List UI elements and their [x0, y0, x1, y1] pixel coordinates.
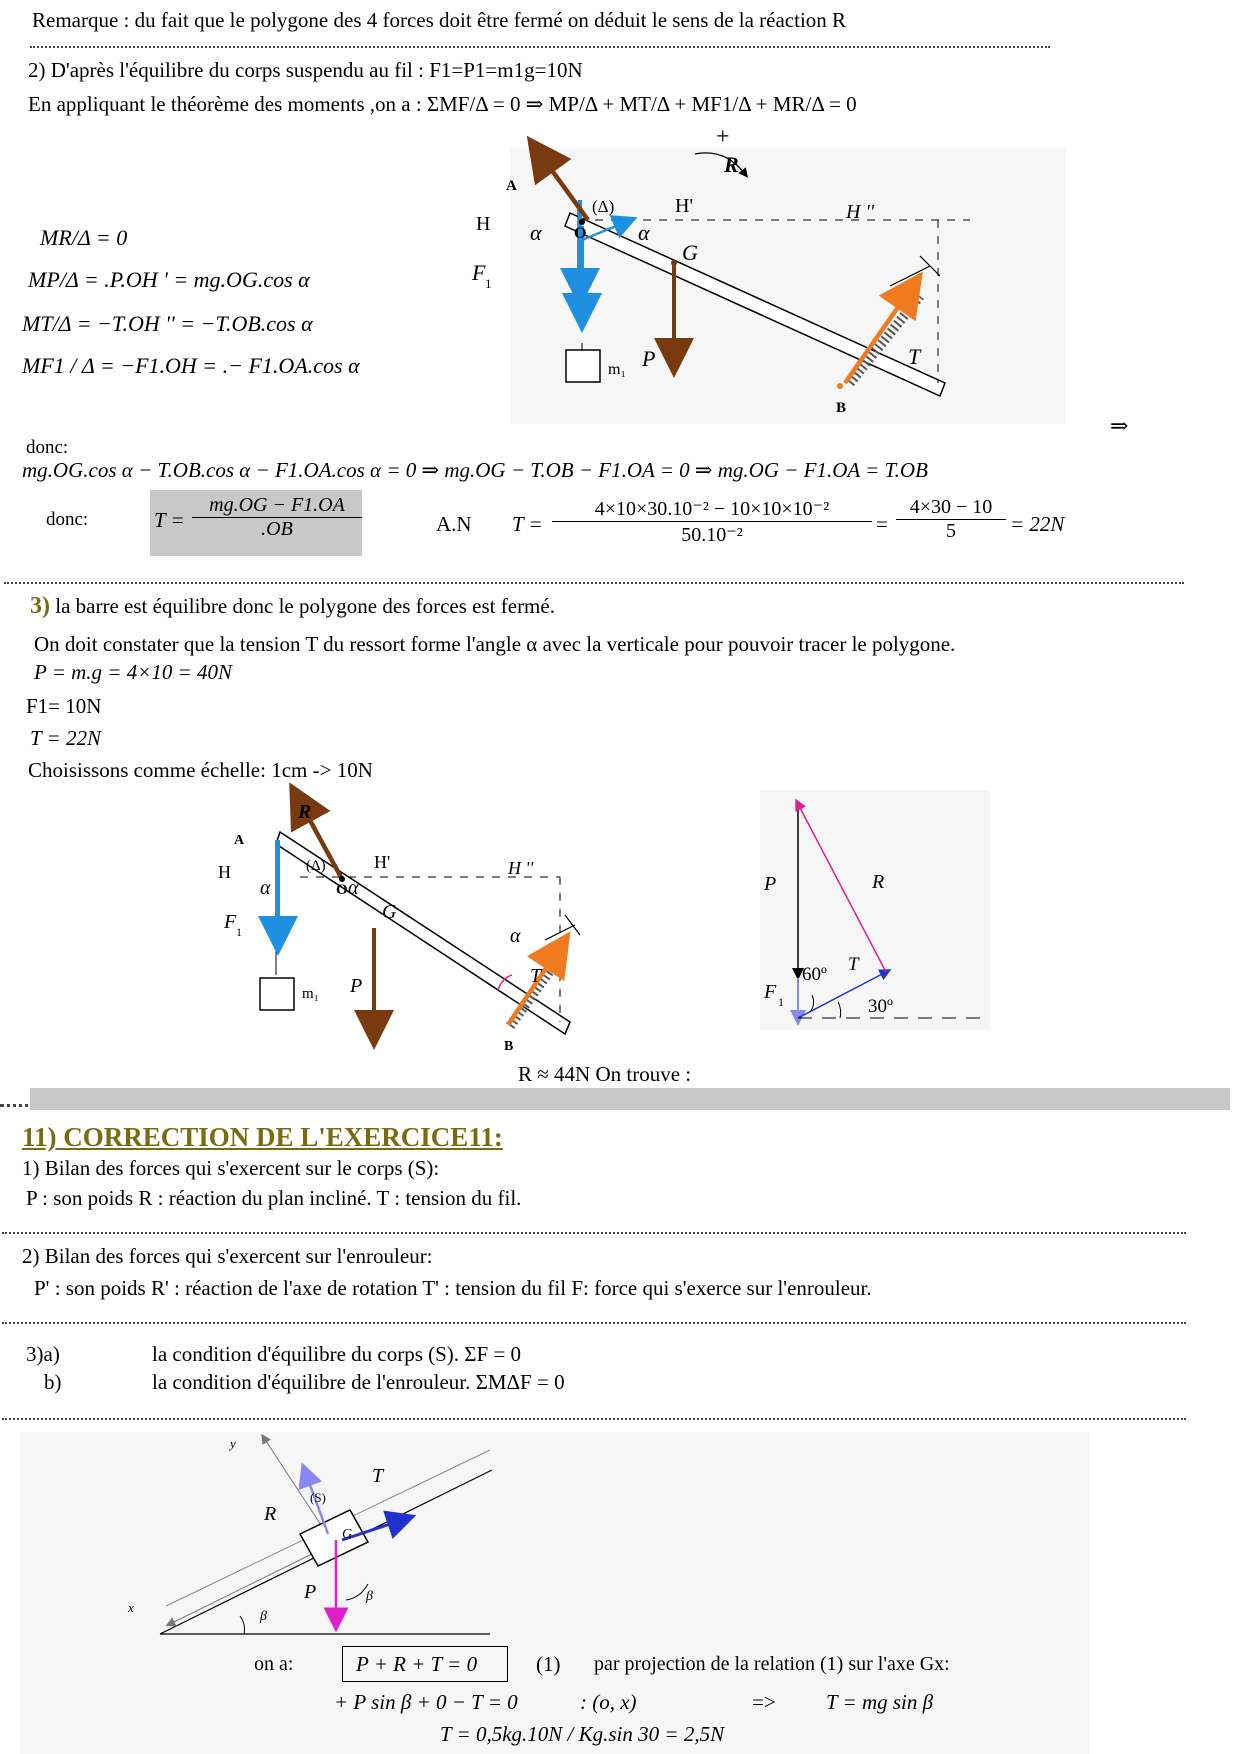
vector-sum-eq: P + R + T = 0 — [356, 1652, 478, 1676]
remark-text: Remarque : du fait que le polygone des 4 forces doit être fermé on déduit le sens de la réaction R — [32, 8, 847, 32]
label-y: y — [230, 1436, 236, 1451]
poly-label-t: T — [848, 954, 859, 975]
poly-label-60: 60º — [802, 964, 827, 985]
poly-label-r: R — [872, 871, 885, 893]
t-formula: T = mg sin β — [826, 1690, 934, 1714]
moment-p: MP/Δ = .P.OH ' = mg.OG.cos α — [28, 267, 310, 292]
moment-f1: MF1 / Δ = −F1.OH = .− F1.OA.cos α — [22, 353, 360, 378]
label-h: H — [476, 213, 491, 235]
label-f1: F — [224, 911, 237, 933]
divider — [2, 1322, 1186, 1324]
ex11-q1-forces: P : son poids R : réaction du plan incliné. T : tension du fil. — [26, 1186, 522, 1210]
label-hp: H' — [675, 195, 694, 217]
f1-value: F1= 10N — [26, 694, 102, 718]
an-lhs: T = — [512, 512, 543, 536]
label-g: G — [382, 901, 397, 923]
mass-box — [260, 978, 294, 1010]
label-beta2: β — [260, 1609, 267, 1624]
label-delta: (Δ) — [592, 197, 615, 216]
an-den-2: 5 — [946, 520, 956, 542]
poly-label-30: 30º — [868, 996, 893, 1017]
label-hp: H' — [374, 852, 391, 872]
force-polygon — [740, 790, 1010, 1030]
label-alpha1: α — [530, 220, 542, 245]
lever-figure-1 — [472, 124, 1080, 428]
label-alpha1: α — [260, 877, 271, 899]
implies-arrow: ⇒ — [1110, 413, 1129, 438]
label-p: P — [350, 975, 363, 997]
moment-r: MR/Δ = 0 — [40, 225, 128, 250]
an-equals: = — [876, 512, 888, 536]
poly-label-f1: F — [764, 981, 777, 1003]
point-g — [671, 260, 677, 266]
label-b: B — [836, 400, 847, 416]
incline-figure — [20, 1430, 1100, 1754]
label-alpha2: α — [348, 877, 359, 899]
an-num-2: 4×30 − 10 — [896, 496, 1006, 520]
t-formula-lhs: T = — [154, 508, 185, 532]
an-result: = 22N — [1010, 512, 1065, 536]
label-g: G — [682, 240, 698, 265]
ex11-q2-forces: P' : son poids R' : réaction de l'axe de rotation T' : tension du fil F: force qui s'exerce sur l'enrouleur. — [34, 1276, 872, 1300]
label-f1-sub: 1 — [236, 925, 242, 939]
label-t: T — [908, 344, 921, 369]
q3-number: 3) — [30, 593, 50, 619]
label-p: P — [304, 1581, 317, 1603]
label-a: A — [234, 833, 245, 848]
projection-eq: + P sin β + 0 − T = 0 — [334, 1690, 518, 1714]
projection-text: par projection de la relation (1) sur l'axe Gx: — [594, 1653, 950, 1675]
t-formula-num: mg.OG − F1.OA — [192, 494, 362, 518]
label-hpp: H '' — [846, 201, 874, 223]
lever-figure-2 — [218, 790, 680, 1060]
r-result: R ≈ 44N On trouve : — [518, 1062, 692, 1086]
label-f1: F — [472, 260, 486, 285]
an-fraction-2 — [896, 496, 1006, 543]
donc-equation: mg.OG.cos α − T.OB.cos α − F1.OA.cos α = 0 ⇒ mg.OG − T.OB − F1.OA = 0 ⇒ mg.OG − F1.OA = T.OB — [22, 458, 928, 482]
label-h: H — [218, 862, 231, 882]
label-f1-sub: 1 — [485, 276, 492, 291]
ex11-q3a-label: 3)a) — [26, 1342, 60, 1366]
divider — [4, 582, 1184, 584]
label-p: P — [642, 346, 656, 371]
an-num-1: 4×10×30.10⁻² − 10×10×10⁻² — [552, 496, 872, 522]
label-alpha2: α — [638, 220, 650, 245]
label-m1: m₁ — [608, 361, 627, 378]
q2-line1: 2) D'après l'équilibre du corps suspendu au fil : F1=P1=m1g=10N — [28, 58, 583, 82]
polygon-background — [760, 790, 990, 1030]
label-t: T — [372, 1465, 384, 1487]
label-hpp: H '' — [508, 858, 534, 878]
label-o: O — [336, 882, 348, 898]
label-alpha3: α — [510, 925, 521, 947]
an-fraction-1 — [552, 496, 872, 547]
q3-line2: On doit constater que la tension T du ressort forme l'angle α avec la verticale pour pouvoir tracer le polygone. — [34, 632, 956, 656]
donc-label-2: donc: — [46, 509, 89, 530]
label-a: A — [506, 178, 517, 194]
label-delta: (Δ) — [306, 858, 326, 874]
label-t: T — [530, 965, 542, 987]
t-value: T = 22N — [30, 726, 101, 750]
label-o: O — [574, 225, 587, 242]
divider — [2, 1232, 1186, 1234]
q2-line2: En appliquant le théorème des moments ,on a : ΣMF/Δ = 0 ⇒ MP/Δ + MT/Δ + MF1/Δ + MR/Δ = 0 — [28, 92, 857, 116]
t-numeric: T = 0,5kg.10N / Kg.sin 30 = 2,5N — [440, 1722, 725, 1746]
moment-t: MT/Δ = −T.OH '' = −T.OB.cos α — [22, 311, 313, 336]
label-m1: m₁ — [302, 986, 319, 1002]
ex11-q3b: la condition d'équilibre de l'enrouleur. ΣMΔF = 0 — [152, 1370, 565, 1394]
implies: => — [752, 1690, 776, 1714]
poly-label-p: P — [764, 873, 777, 895]
p-value: P = m.g = 4×10 = 40N — [34, 660, 233, 684]
divider — [30, 46, 1050, 48]
label-s: (S) — [310, 1490, 326, 1505]
eq-number: (1) — [536, 1652, 561, 1676]
donc-label-1: donc: — [26, 437, 69, 458]
an-label: A.N — [436, 512, 472, 536]
ex11-q1: 1) Bilan des forces qui s'exercent sur le corps (S): — [22, 1156, 440, 1180]
spring-anchor — [545, 915, 580, 940]
axis-label: : (o, x) — [580, 1690, 637, 1714]
ex11-q3a: la condition d'équilibre du corps (S). ΣF = 0 — [152, 1342, 522, 1366]
label-r: R — [298, 801, 312, 823]
label-r: R — [264, 1503, 277, 1525]
divider — [2, 1418, 1186, 1420]
ex11-q2: 2) Bilan des forces qui s'exercent sur l'enrouleur: — [22, 1244, 433, 1268]
ona-label: on a: — [254, 1653, 294, 1675]
label-beta1: β — [366, 1589, 373, 1604]
label-x: x — [128, 1600, 134, 1615]
mass-box — [566, 350, 600, 382]
t-formula-fraction — [192, 494, 362, 541]
plus-sign: + — [716, 124, 730, 150]
scale-text: Choisissons comme échelle: 1cm -> 10N — [28, 758, 373, 782]
q3-line1 — [30, 594, 555, 618]
ex11-q3b-label: b) — [44, 1370, 62, 1394]
exercise-heading: 11) CORRECTION DE L'EXERCICE11: — [22, 1122, 503, 1152]
label-r: R — [724, 152, 739, 177]
poly-label-f1-sub: 1 — [778, 995, 784, 1009]
label-g: G — [342, 1527, 353, 1542]
t-formula-den: .OB — [261, 518, 293, 540]
an-den-1: 50.10⁻² — [681, 524, 743, 546]
point-b — [837, 383, 843, 389]
q3-text: la barre est équilibre donc le polygone des forces est fermé. — [50, 594, 555, 618]
gray-band — [30, 1088, 1230, 1110]
label-b: B — [504, 1039, 514, 1054]
